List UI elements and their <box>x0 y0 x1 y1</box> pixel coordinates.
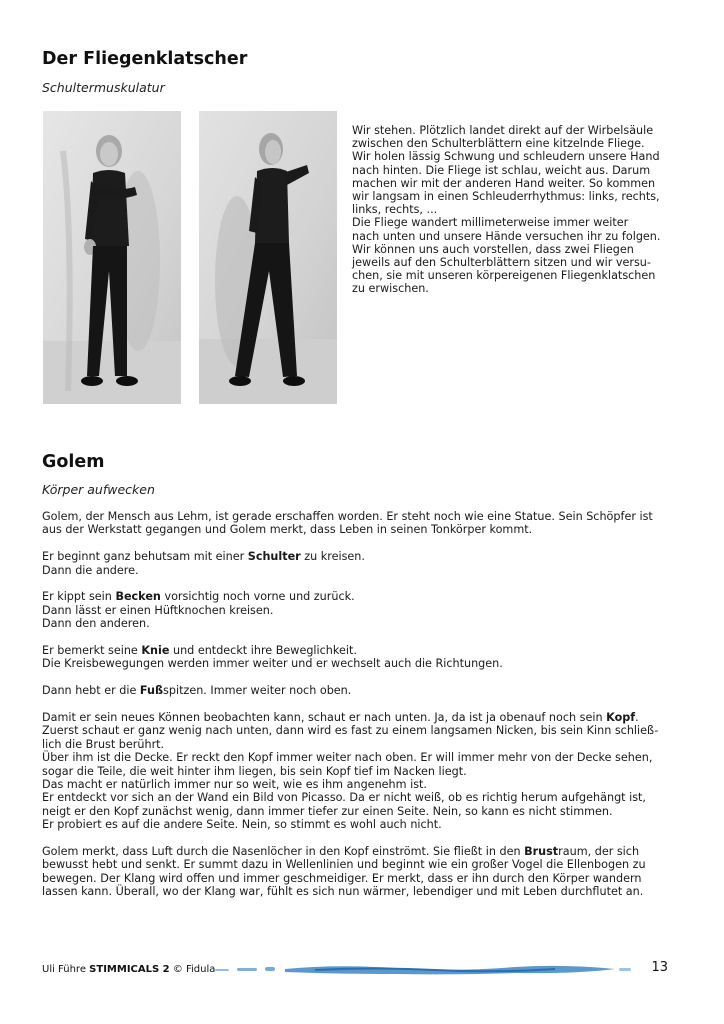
exercise-photo-side <box>199 111 337 404</box>
instruction-line: zu erwischen. <box>352 282 429 296</box>
text-line: lassen kann. Überall, wo der Klang war, fühlt es sich nun wärmer, lebendiger und mit Leben durchflutet an. <box>42 885 644 899</box>
instruction-line: Wir holen lässig Schwung und schleudern unsere Hand <box>352 150 660 164</box>
paragraph-kopf <box>42 711 682 832</box>
instruction-line: nach unten und unsere Hände versuchen ihr zu folgen. <box>352 229 661 243</box>
footer-product: STIMMICALS 2 <box>89 964 170 975</box>
text-line: Er kippt sein Becken vorsichtig noch vorne und zurück. <box>42 590 355 604</box>
text-line: Golem, der Mensch aus Lehm, ist gerade erschaffen worden. Er steht noch wie eine Statue. Sein Schöpfer ist <box>42 510 653 523</box>
footer-publisher: © Fidula <box>169 964 216 975</box>
paragraph-intro <box>42 510 682 537</box>
text-line: Dann den anderen. <box>42 617 150 631</box>
instruction-line: wir langsam in einen Schleuderrhythmus: links, rechts, <box>352 190 660 204</box>
text-line: sogar die Teile, die weit hinter ihm liegen, bis sein Kopf tief im Nacken liegt. <box>42 764 467 778</box>
instruction-line: machen wir mit der anderen Hand weiter. So kommen <box>352 176 656 190</box>
text-line: Über ihm ist die Decke. Er reckt den Kopf immer weiter nach oben. Er will immer mehr von der Decke sehen, <box>42 751 653 765</box>
text-line: lich die Brust berührt. <box>42 737 165 751</box>
text-line: Dann die andere. <box>42 563 139 577</box>
section-subtitle-schultermuskulatur: Schultermuskulatur <box>42 80 165 95</box>
text-line: aus der Werkstatt gegangen und Golem merkt, dass Leben in seinen Tonkörper kommt. <box>42 523 533 537</box>
text-line: Die Kreisbewegungen werden immer weiter und er wechselt auch die Richtungen. <box>42 657 503 671</box>
brush-stroke-decoration <box>215 962 635 978</box>
text-line: Golem merkt, dass Luft durch die Nasenlöcher in den Kopf einströmt. Sie fließt in den Brustraum, der sich <box>42 845 640 859</box>
text-line: Er bemerkt seine Knie und entdeckt ihre Beweglichkeit. <box>42 644 357 658</box>
text-line: bewegen. Der Klang wird offen und immer geschmeidiger. Er merkt, dass er ihn durch den Körper wandern <box>42 871 642 885</box>
text-line: Damit er sein neues Können beobachten kann, schaut er nach unten. Ja, da ist ja obenauf noch sein Kopf. <box>42 711 639 725</box>
section-title-fliegenklatscher: Der Fliegenklatscher <box>42 49 248 69</box>
text-line: Das macht er natürlich immer nur so weit, wie es ihm angenehm ist. <box>42 778 427 792</box>
keyword-fuss: Fuß <box>139 684 164 698</box>
paragraph-schulter <box>42 550 682 577</box>
text-line: Er entdeckt vor sich an der Wand ein Bild von Picasso. Da er nicht weiß, ob es richtig herum aufgehängt ist, <box>42 791 646 805</box>
page-number: 13 <box>651 960 668 975</box>
section-subtitle-koerper-aufwecken: Körper aufwecken <box>42 482 155 497</box>
paragraph-becken <box>42 590 682 630</box>
instruction-line: chen, sie mit unseren körpereigenen Fliegenklatschen <box>352 269 656 283</box>
text-line: Er probiert es auf die andere Seite. Nein, so stimmt es wohl auch nicht. <box>42 818 442 832</box>
exercise-photo-front <box>43 111 181 404</box>
text-line: neigt er den Kopf zunächst wenig, dann immer tiefer zur einen Seite. Nein, so kann es nicht stimmen. <box>42 804 613 818</box>
text-line: Zuerst schaut er ganz wenig nach unten, dann wird es fast zu einem langsamen Nicken, bis sein Kinn schließ- <box>42 724 659 738</box>
keyword-brust: Brust <box>524 845 559 859</box>
footer-credits <box>42 964 215 975</box>
instruction-line: Die Fliege wandert millimeterweise immer weiter <box>352 216 629 230</box>
fliegenklatscher-instructions <box>352 124 682 296</box>
keyword-knie: Knie <box>141 644 170 658</box>
keyword-kopf: Kopf <box>606 711 636 725</box>
paragraph-brust <box>42 845 682 899</box>
footer-author: Uli Führe <box>42 964 90 975</box>
instruction-line: nach hinten. Die Fliege ist schlau, weicht aus. Darum <box>352 163 651 177</box>
section-title-golem: Golem <box>42 452 105 472</box>
instruction-line: zwischen den Schulterblättern eine kitzelnde Fliege. <box>352 137 645 151</box>
text-line: bewusst hebt und senkt. Er summt dazu in Wellenlinien und beginnt wie ein großer Vogel die Ellenbogen zu <box>42 858 646 872</box>
paragraph-knie <box>42 644 682 671</box>
instruction-line: Wir können uns auch vorstellen, dass zwei Fliegen <box>352 242 634 256</box>
keyword-becken: Becken <box>115 590 161 604</box>
text-line: Dann lässt er einen Hüftknochen kreisen. <box>42 603 274 617</box>
golem-story <box>42 510 682 912</box>
instruction-line: Wir stehen. Plötzlich landet direkt auf der Wirbelsäule <box>352 124 654 137</box>
keyword-schulter: Schulter <box>247 550 301 564</box>
text-line: Er beginnt ganz behutsam mit einer Schulter zu kreisen. <box>42 550 365 564</box>
instruction-line: jeweils auf den Schulterblättern sitzen und wir versu- <box>352 256 651 270</box>
instruction-line: links, rechts, ... <box>352 203 438 217</box>
text-line: Dann hebt er die Fußspitzen. Immer weiter noch oben. <box>42 684 352 698</box>
paragraph-fuss <box>42 684 682 697</box>
